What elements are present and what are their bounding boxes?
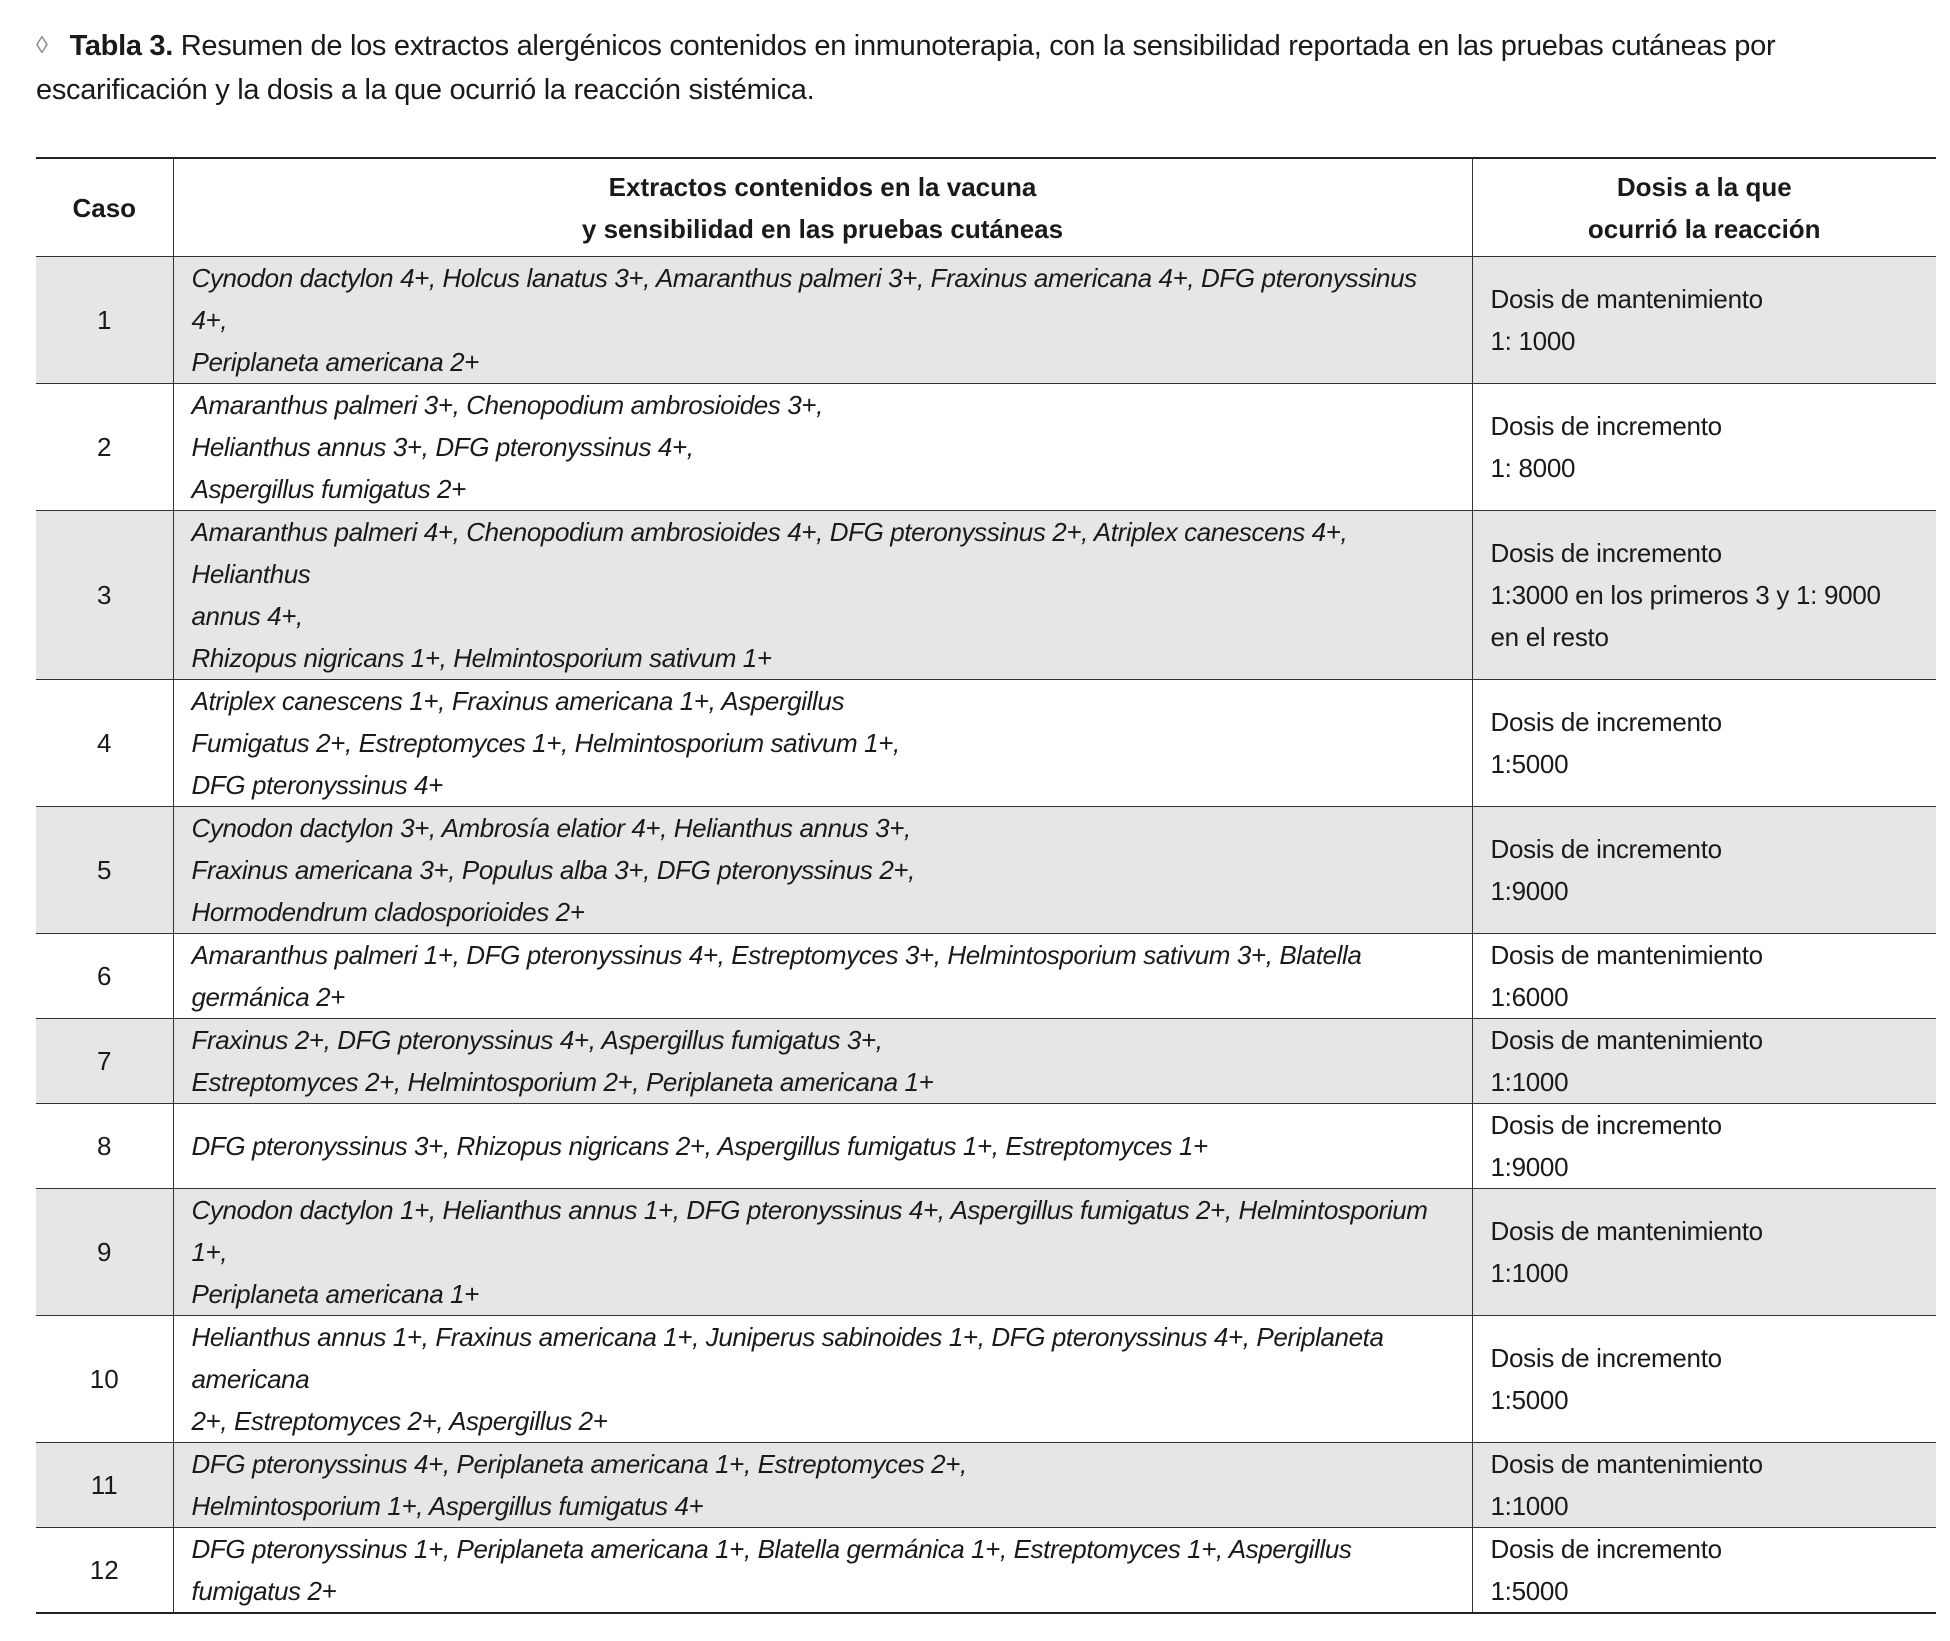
dose-line: Dosis de mantenimiento: [1490, 1449, 1763, 1479]
cell-caso: 8: [36, 1104, 173, 1189]
cell-dosis: [1472, 1019, 1936, 1104]
extract-line: Estreptomyces 2+, Helmintosporium 2+, Periplaneta americana 1+: [191, 1067, 934, 1097]
cell-dosis: [1472, 511, 1936, 680]
cell-dosis: [1472, 807, 1936, 934]
header-caso: Caso: [36, 158, 173, 257]
diamond-icon: ◊: [36, 32, 48, 59]
cell-extractos: [173, 511, 1472, 680]
cell-dosis: [1472, 934, 1936, 1019]
cell-extractos: [173, 1528, 1472, 1614]
table-row: [36, 1189, 1936, 1316]
dose-line: 1:5000: [1490, 1576, 1569, 1606]
table-row: [36, 1528, 1936, 1614]
dose-line: 1:5000: [1490, 749, 1569, 779]
cell-caso: 2: [36, 384, 173, 511]
table-row: [36, 1104, 1936, 1189]
cell-dosis: [1472, 384, 1936, 511]
table-row: [36, 1443, 1936, 1528]
extract-line: Atriplex canescens 1+, Fraxinus americana 1+, Aspergillus: [191, 686, 845, 716]
header-extractos: [173, 158, 1472, 257]
cell-dosis: [1472, 1189, 1936, 1316]
extract-line: 2+, Estreptomyces 2+, Aspergillus 2+: [191, 1406, 608, 1436]
cell-caso: 9: [36, 1189, 173, 1316]
cell-caso: 4: [36, 680, 173, 807]
cell-caso: 3: [36, 511, 173, 680]
table-caption: [36, 24, 1926, 112]
extract-line: Hormodendrum cladosporioides 2+: [191, 897, 585, 927]
table-row: [36, 511, 1936, 680]
dose-line: 1:5000: [1490, 1385, 1569, 1415]
cell-extractos: [173, 1443, 1472, 1528]
cell-caso: 11: [36, 1443, 173, 1528]
dose-line: Dosis de incremento: [1490, 1534, 1722, 1564]
extract-line: Amaranthus palmeri 4+, Chenopodium ambrosioides 4+, DFG pteronyssinus 2+, Atriplex canescens 4+, Helianthus: [191, 517, 1348, 589]
dose-line: Dosis de mantenimiento: [1490, 1216, 1763, 1246]
dose-line: en el resto: [1490, 622, 1609, 652]
extract-line: Cynodon dactylon 3+, Ambrosía elatior 4+, Helianthus annus 3+,: [191, 813, 911, 843]
dose-line: Dosis de mantenimiento: [1490, 940, 1763, 970]
dose-line: 1:6000: [1490, 982, 1569, 1012]
extract-line: Fraxinus americana 3+, Populus alba 3+, DFG pteronyssinus 2+,: [191, 855, 915, 885]
table-row: [36, 1019, 1936, 1104]
extract-line: Cynodon dactylon 4+, Holcus lanatus 3+, Amaranthus palmeri 3+, Fraxinus americana 4+, DFG pteronyssinus 4+,: [191, 263, 1417, 335]
table-row: [36, 257, 1936, 384]
extract-line: DFG pteronyssinus 1+, Periplaneta americana 1+, Blatella germánica 1+, Estreptomyces 1+, Aspergillus fumigatus 2+: [191, 1534, 1352, 1606]
table-row: [36, 807, 1936, 934]
extract-line: DFG pteronyssinus 3+, Rhizopus nigricans 2+, Aspergillus fumigatus 1+, Estreptomyces 1+: [191, 1131, 1208, 1161]
cell-extractos: [173, 257, 1472, 384]
header-dosis: [1472, 158, 1936, 257]
cell-dosis: [1472, 680, 1936, 807]
dose-line: 1:1000: [1490, 1258, 1569, 1288]
cell-extractos: [173, 934, 1472, 1019]
extract-line: Fumigatus 2+, Estreptomyces 1+, Helmintosporium sativum 1+,: [191, 728, 900, 758]
table-header-row: [36, 158, 1936, 257]
cell-dosis: [1472, 257, 1936, 384]
extract-line: annus 4+,: [191, 601, 303, 631]
table-row: [36, 680, 1936, 807]
dose-line: 1:9000: [1490, 1152, 1569, 1182]
cell-caso: 12: [36, 1528, 173, 1614]
dose-line: Dosis de incremento: [1490, 834, 1722, 864]
cell-caso: 10: [36, 1316, 173, 1443]
extract-line: Cynodon dactylon 1+, Helianthus annus 1+, DFG pteronyssinus 4+, Aspergillus fumigatus 2+, Helmintosporium 1+,: [191, 1195, 1428, 1267]
cell-dosis: [1472, 1104, 1936, 1189]
dose-line: 1:9000: [1490, 876, 1569, 906]
extract-line: Helianthus annus 1+, Fraxinus americana 1+, Juniperus sabinoides 1+, DFG pteronyssinus 4+, Periplaneta americana: [191, 1322, 1384, 1394]
header-extractos-line: Extractos contenidos en la vacuna: [608, 171, 1037, 202]
cell-extractos: [173, 807, 1472, 934]
extract-line: Amaranthus palmeri 1+, DFG pteronyssinus 4+, Estreptomyces 3+, Helmintosporium sativum 3+, Blatella germánica 2+: [191, 940, 1362, 1012]
cell-dosis: [1472, 1316, 1936, 1443]
header-extractos-line: y sensibilidad en las pruebas cutáneas: [581, 213, 1064, 244]
dose-line: Dosis de incremento: [1490, 538, 1722, 568]
cell-caso: 5: [36, 807, 173, 934]
cell-extractos: [173, 384, 1472, 511]
dose-line: 1:3000 en los primeros 3 y 1: 9000: [1490, 580, 1881, 610]
caption-text: Resumen de los extractos alergénicos contenidos en inmunoterapia, con la sensibilidad reportada en las pruebas cutáneas por escarificación y la dosis a la que ocurrió la reacción sistémica.: [36, 30, 1776, 106]
dose-line: Dosis de incremento: [1490, 707, 1722, 737]
dose-line: 1:1000: [1490, 1491, 1569, 1521]
dose-line: Dosis de incremento: [1490, 411, 1722, 441]
caption-label: Tabla 3.: [69, 30, 173, 62]
allergen-table: [36, 157, 1936, 1614]
dose-line: 1: 8000: [1490, 453, 1576, 483]
dose-line: Dosis de incremento: [1490, 1343, 1722, 1373]
extract-line: Rhizopus nigricans 1+, Helmintosporium sativum 1+: [191, 643, 772, 673]
extract-line: Helianthus annus 3+, DFG pteronyssinus 4+,: [191, 432, 694, 462]
extract-line: Periplaneta americana 1+: [191, 1279, 479, 1309]
extract-line: Amaranthus palmeri 3+, Chenopodium ambrosioides 3+,: [191, 390, 823, 420]
cell-extractos: [173, 680, 1472, 807]
cell-extractos: [173, 1019, 1472, 1104]
header-dosis-line: ocurrió la reacción: [1587, 213, 1821, 244]
extract-line: Fraxinus 2+, DFG pteronyssinus 4+, Aspergillus fumigatus 3+,: [191, 1025, 883, 1055]
dose-line: Dosis de mantenimiento: [1490, 1025, 1763, 1055]
table-row: [36, 384, 1936, 511]
cell-extractos: [173, 1104, 1472, 1189]
extract-line: Periplaneta americana 2+: [191, 347, 479, 377]
extract-line: Aspergillus fumigatus 2+: [191, 474, 466, 504]
extract-line: DFG pteronyssinus 4+, Periplaneta americana 1+, Estreptomyces 2+,: [191, 1449, 967, 1479]
dose-line: 1:1000: [1490, 1067, 1569, 1097]
cell-caso: 7: [36, 1019, 173, 1104]
cell-dosis: [1472, 1443, 1936, 1528]
table-row: [36, 934, 1936, 1019]
dose-line: 1: 1000: [1490, 326, 1576, 356]
table-row: [36, 1316, 1936, 1443]
extract-line: DFG pteronyssinus 4+: [191, 770, 443, 800]
cell-extractos: [173, 1316, 1472, 1443]
cell-caso: 6: [36, 934, 173, 1019]
extract-line: Helmintosporium 1+, Aspergillus fumigatus 4+: [191, 1491, 704, 1521]
dose-line: Dosis de mantenimiento: [1490, 284, 1763, 314]
cell-caso: 1: [36, 257, 173, 384]
dose-line: Dosis de incremento: [1490, 1110, 1722, 1140]
cell-dosis: [1472, 1528, 1936, 1614]
header-dosis-line: Dosis a la que: [1616, 171, 1792, 202]
cell-extractos: [173, 1189, 1472, 1316]
